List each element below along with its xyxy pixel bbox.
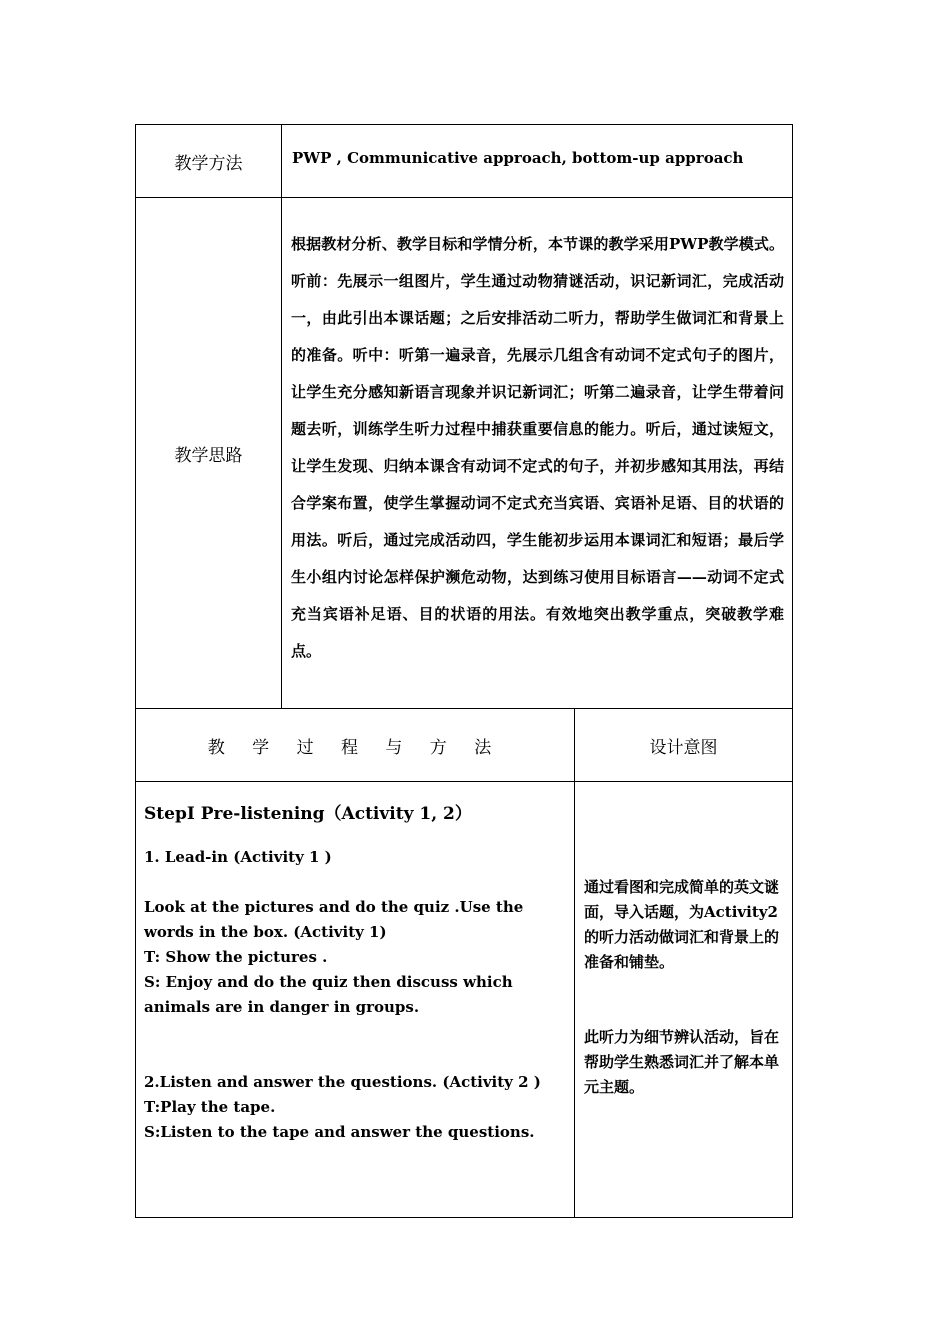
lead-in-title: 1. Lead-in (Activity 1 ) (144, 848, 332, 866)
lead-in-line: T: Show the pictures . (144, 948, 328, 966)
process-header-row (136, 709, 793, 782)
intent-text-1: 通过看图和完成简单的英文谜面，导入话题，为Activity2的听力活动做词汇和背景上的准备和铺垫。 (584, 878, 780, 971)
listen-title: 2.Listen and answer the questions. (Activity 2 ) (144, 1073, 541, 1091)
intent-cell (575, 782, 793, 1218)
process-header: 教 学 过 程 与 方 法 (207, 737, 503, 758)
step-cell (136, 782, 575, 1218)
step-row (136, 782, 793, 1218)
idea-label: 教学思路 (136, 198, 282, 709)
lesson-plan-document (135, 124, 792, 1218)
idea-text: 根据教材分析、教学目标和学情分析，本节课的教学采用PWP教学模式。听前：先展示一组图片，学生通过动物猜谜活动，识记新词汇，完成活动一，由此引出本课话题；之后安排活动二听力，帮助学生做词汇和背景上的准备。听中：听第一遍录音，先展示几组含有动词不定式句子的图片，让学生充分感知新语言现象并识记新词汇；听第二遍录音，让学生带着问题去听，训练学生听力过程中捕获重要信息的能力。听后，通过读短文，让学生发现、归纳本课含有动词不定式的句子，并初步感知其用法，再结合学案布置，使学生掌握动词不定式充当宾语、宾语补足语、目的状语的用法。听后，通过完成活动四，学生能初步运用本课词汇和短语；最后学生小组内讨论怎样保护濒危动物，达到练习使用目标语言——动词不定式充当宾语补足语、目的状语的用法。有效地突出教学重点，突破教学难点。 (282, 198, 793, 709)
lesson-plan-table (135, 124, 793, 1218)
method-row (136, 125, 793, 198)
process-header-cell (136, 709, 575, 782)
intent-text-2: 此听力为细节辨认活动，旨在帮助学生熟悉词汇并了解本单元主题。 (584, 1028, 780, 1096)
design-intent-header: 设计意图 (575, 709, 793, 782)
lead-in-line: S: Enjoy and do the quiz then discuss which animals are in danger in groups. (144, 973, 513, 1016)
method-label: 教学方法 (136, 125, 282, 198)
idea-row (136, 198, 793, 709)
lead-in-line: Look at the pictures and do the quiz .Use the words in the box. (Activity 1) (144, 898, 524, 941)
method-cell (282, 125, 793, 198)
listen-line: T:Play the tape. (144, 1098, 276, 1116)
step-title: StepⅠ Pre-listening（Activity 1, 2） (144, 804, 472, 824)
listen-line: S:Listen to the tape and answer the questions. (144, 1123, 535, 1141)
method-value: PWP , Communicative approach, bottom-up approach (292, 149, 744, 167)
